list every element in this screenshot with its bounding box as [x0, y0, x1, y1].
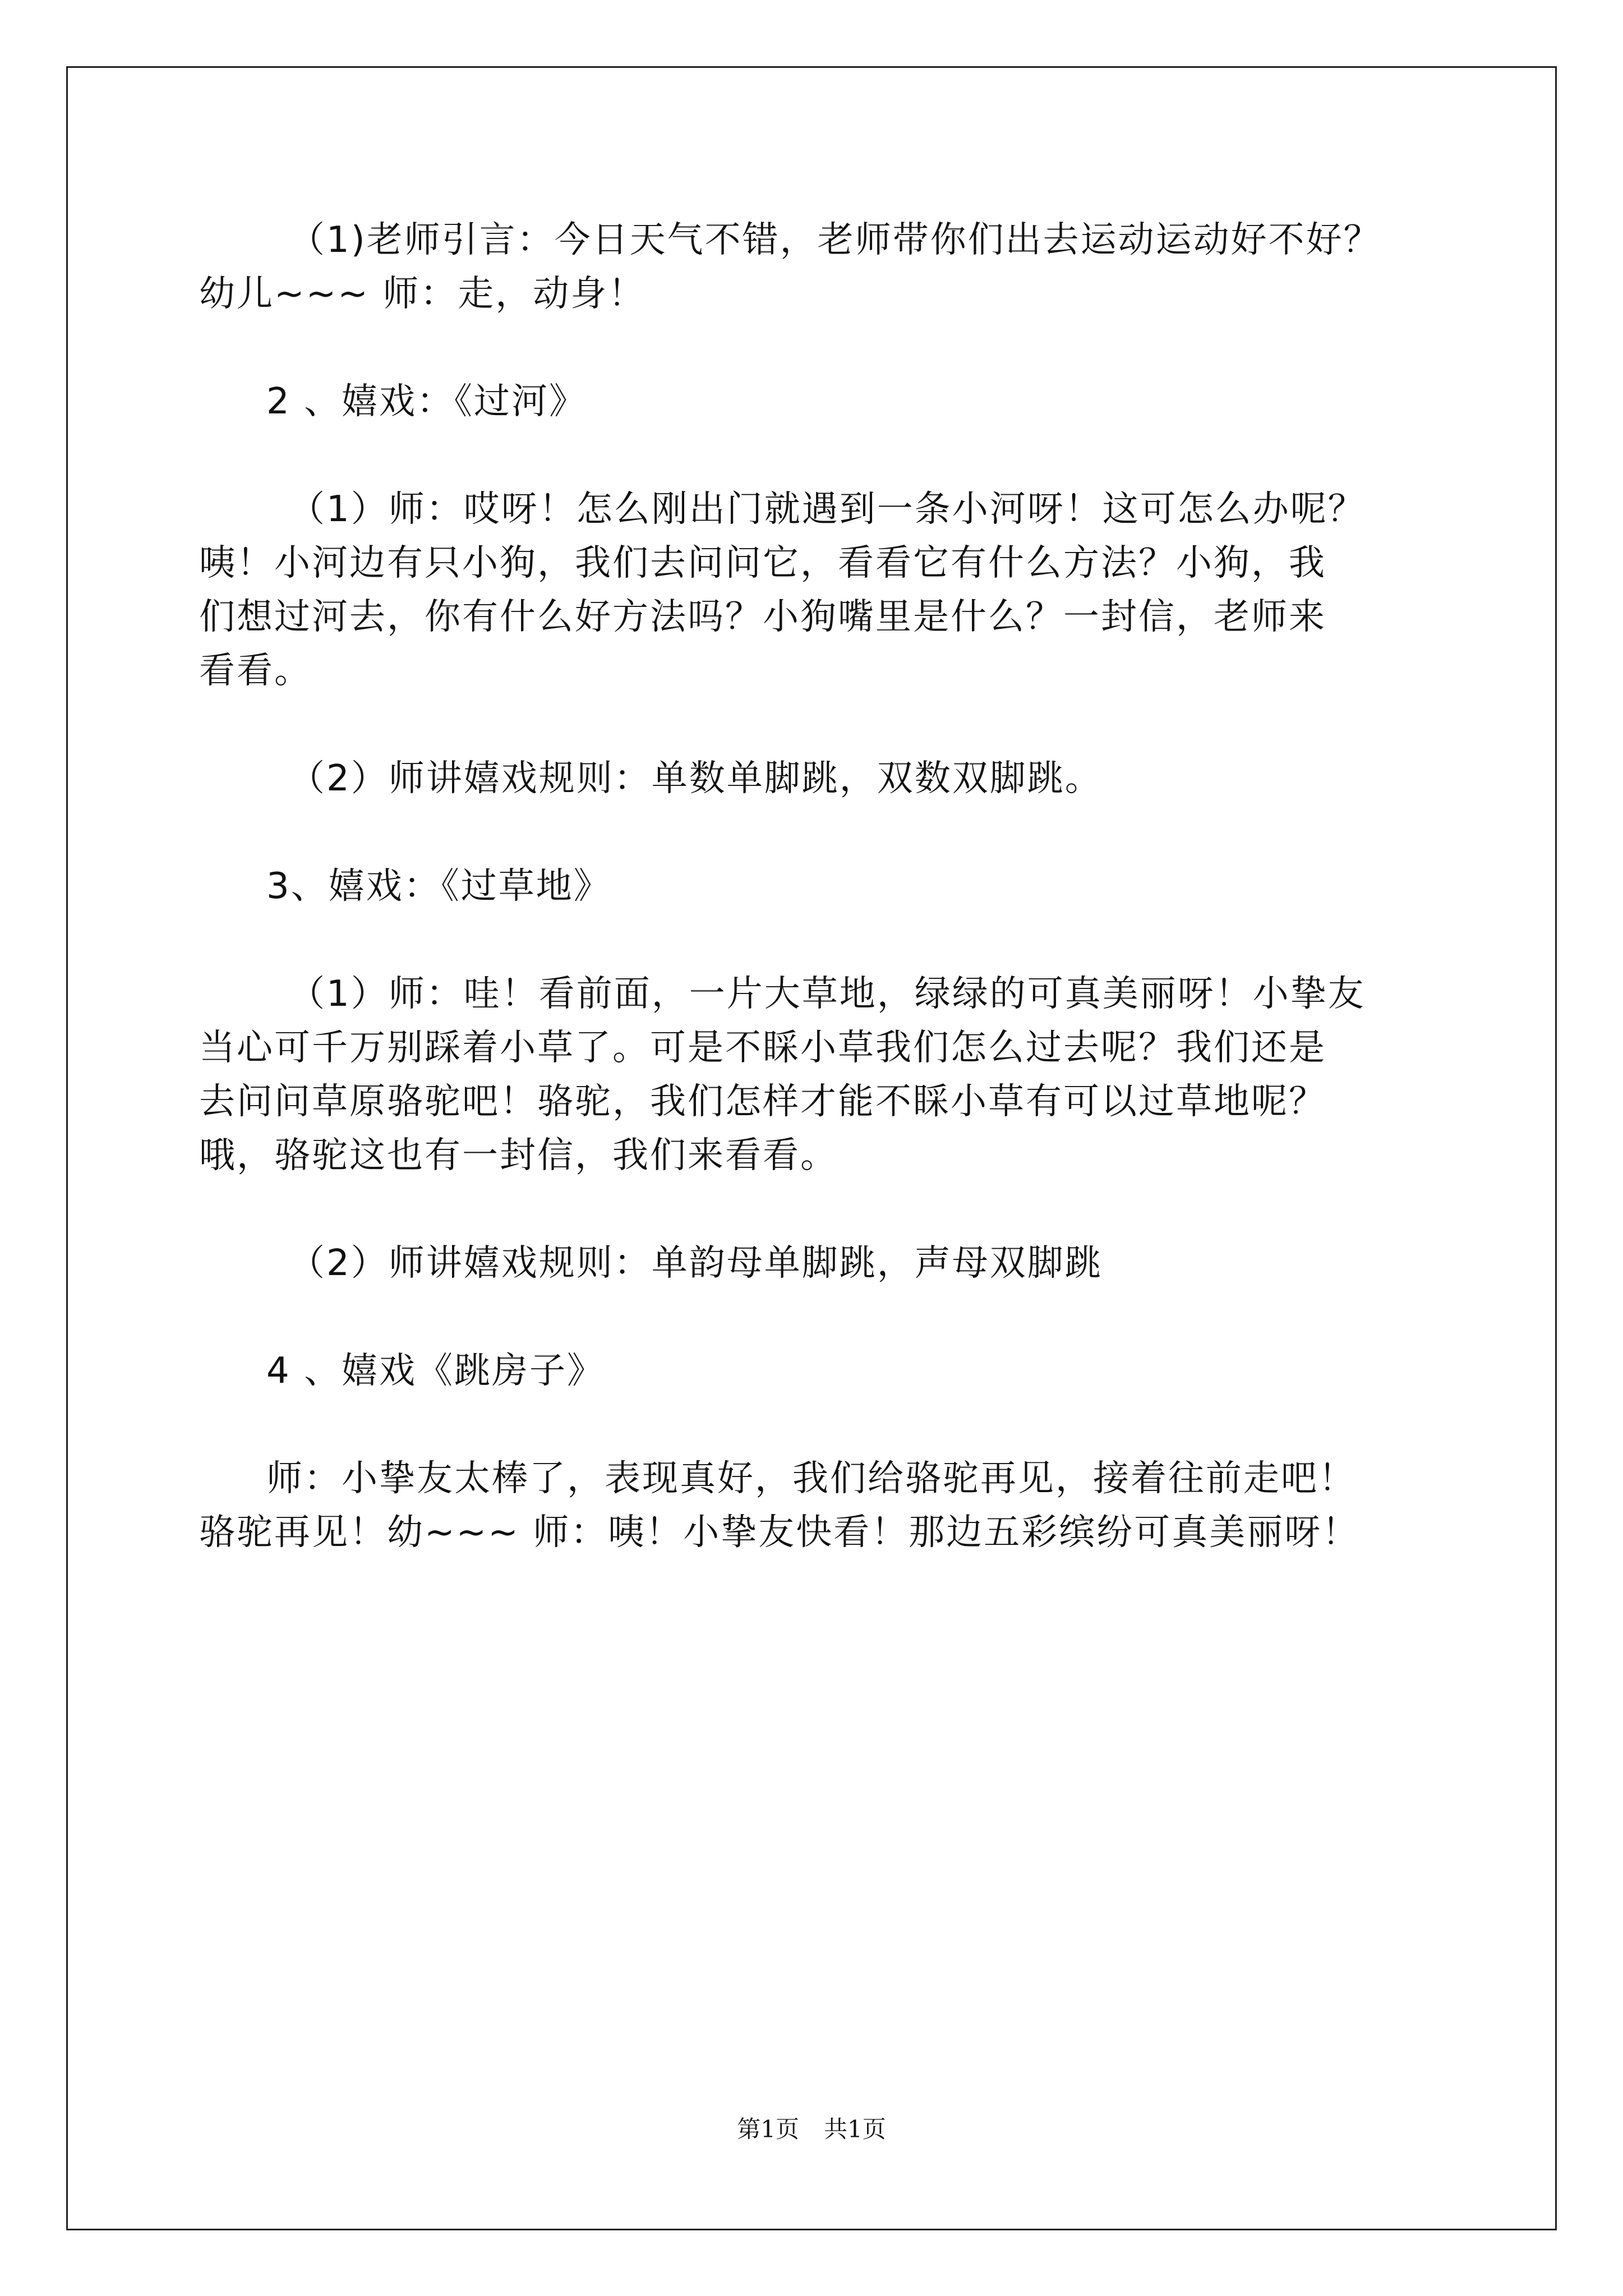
section-heading-cross-river [199, 375, 1447, 429]
text-line: （2）师讲嬉戏规则：单数单脚跳，双数双脚跳。 [289, 758, 1103, 799]
paragraph-cross-river-story [199, 482, 1447, 698]
text-line: 当心可千万别踩着小草了。可是不睬小草我们怎么过去呢？我们还是 [199, 1027, 1326, 1069]
paragraph-teacher-intro [199, 213, 1447, 321]
page-footer [0, 2114, 1623, 2145]
paragraph-hopscotch-story [199, 1452, 1447, 1559]
text-line: 看看。 [199, 650, 312, 692]
text-line: 2 、嬉戏：《过河》 [266, 381, 587, 422]
text-line: 4 、嬉戏《跳房子》 [266, 1350, 605, 1392]
section-heading-cross-grass [199, 859, 1447, 913]
paragraph-grass-rules [199, 1236, 1447, 1290]
paragraph-cross-grass-story [199, 967, 1447, 1182]
text-line: （2）师讲嬉戏规则：单韵母单脚跳，声母双脚跳 [289, 1243, 1103, 1284]
text-line: （1）师：哎呀！怎么刚出门就遇到一条小河呀！这可怎么办呢？ [289, 489, 1366, 530]
page-number: 第1页 [737, 2115, 799, 2143]
text-line: （1）师：哇！看前面，一片大草地，绿绿的可真美丽呀！小挚友 [289, 973, 1366, 1015]
paragraph-river-rules [199, 752, 1447, 806]
page-total: 共1页 [824, 2115, 886, 2143]
text-line: 去问问草原骆驼吧！骆驼，我们怎样才能不睬小草有可以过草地呢？ [199, 1081, 1326, 1122]
text-line: 3、嬉戏：《过草地》 [266, 866, 611, 907]
section-heading-hopscotch [199, 1344, 1447, 1398]
text-line: 咦！小河边有只小狗，我们去问问它，看看它有什么方法？小狗，我 [199, 542, 1326, 584]
document-body [199, 213, 1447, 1559]
text-line: 幼儿~~~ 师：走，动身！ [199, 273, 646, 315]
text-line: 师：小挚友太棒了，表现真好，我们给骆驼再见，接着往前走吧！ [266, 1458, 1356, 1499]
text-line: 们想过河去，你有什么好方法吗？小狗嘴里是什么？一封信，老师来 [199, 596, 1326, 638]
text-line: 骆驼再见！幼~~~ 师：咦！小挚友快看！那边五彩缤纷可真美丽呀！ [199, 1512, 1360, 1553]
text-line: 哦，骆驼这也有一封信，我们来看看。 [199, 1135, 838, 1176]
text-line: （1)老师引言：今日天气不错，老师带你们出去运动运动好不好？ [289, 219, 1381, 261]
